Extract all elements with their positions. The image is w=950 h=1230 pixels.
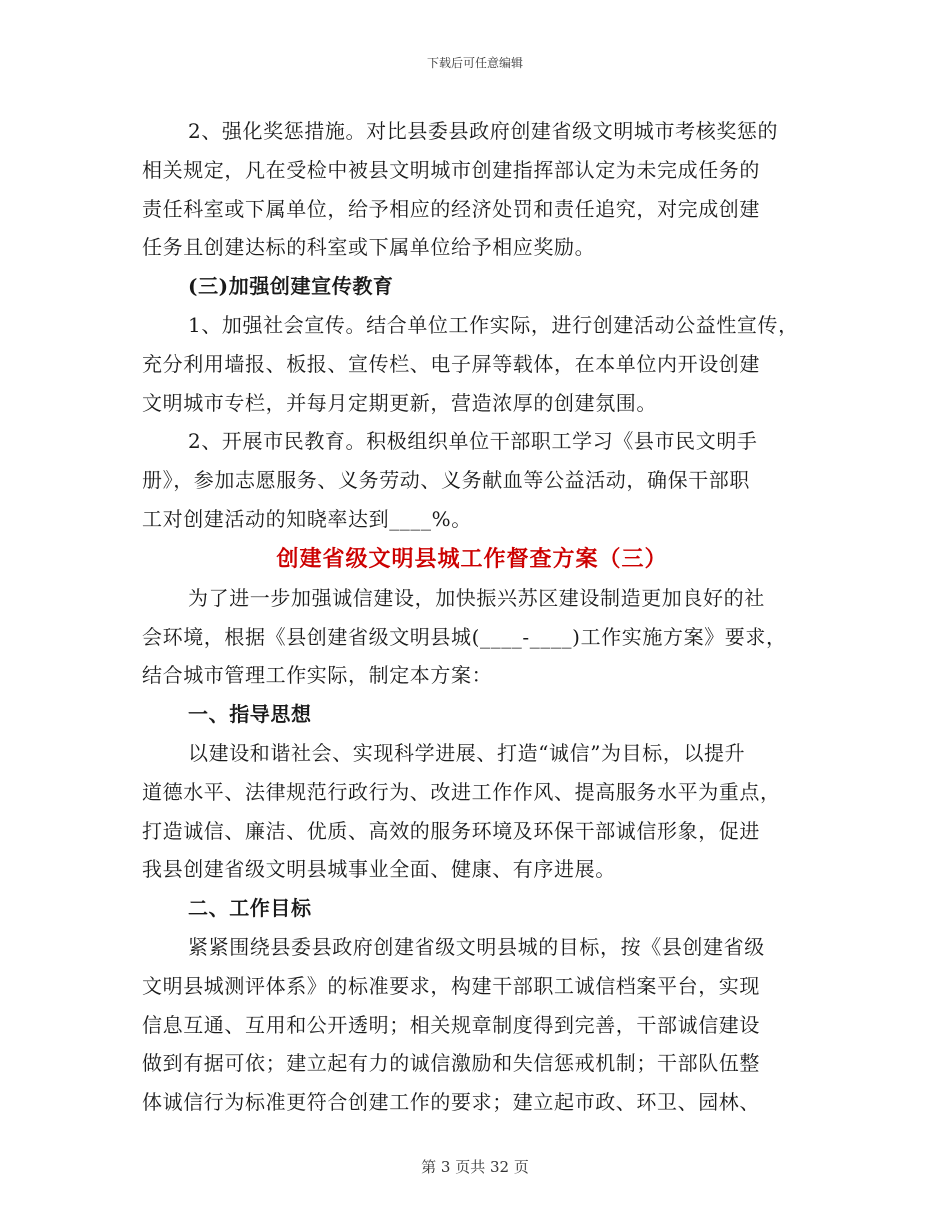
paragraph-line: 2、开展市民教育。积极组织单位干部职工学习《县市民文明手: [188, 429, 758, 454]
paragraph-line: 打造诚信、廉洁、优质、高效的服务环境及环保干部诚信形象，促进: [142, 818, 760, 843]
paragraph-line: 2、强化奖惩措施。对比县委县政府创建省级文明城市考核奖惩的: [188, 119, 779, 143]
paragraph-line: 为了进一步加强诚信建设，加快振兴苏区建设制造更加良好的社: [188, 585, 765, 610]
paragraph-line: 信息互通、互用和公开透明；相关规章制度得到完善，干部诚信建设: [142, 1012, 760, 1037]
document-body: [142, 112, 822, 1122]
paragraph-line: 责任科室或下属单位，给予相应的经济处罚和责任追究，对完成创建: [142, 196, 760, 221]
paragraph-line: 紧紧围绕县委县政府创建省级文明县城的目标，按《县创建省级: [188, 934, 765, 959]
document-title: 创建省级文明县城工作督查方案（三）: [276, 545, 668, 572]
paragraph-line: 文明县城测评体系》的标准要求，构建干部职工诚信档案平台，实现: [142, 973, 760, 998]
paragraph-line: 结合城市管理工作实际，制定本方案：: [142, 663, 493, 688]
paragraph-line: 相关规定，凡在受检中被县文明城市创建指挥部认定为未完成任务的: [142, 157, 760, 182]
paragraph-line: 体诚信行为标准更符合创建工作的要求；建立起市政、环卫、园林、: [142, 1090, 760, 1115]
paragraph-line: 1、加强社会宣传。结合单位工作实际，进行创建活动公益性宣传，: [188, 312, 799, 337]
page-footer: 第 3 页共 32 页: [421, 1158, 529, 1176]
paragraph-line: 任务且创建达标的科室或下属单位给予相应奖励。: [142, 235, 596, 260]
paragraph-line: 道德水平、法律规范行政行为、改进工作作风、提高服务水平为重点，: [142, 779, 781, 804]
paragraph-line: 充分利用墙报、板报、宣传栏、电子屏等载体，在本单位内开设创建: [142, 351, 760, 376]
paragraph-line: 以建设和谐社会、实现科学进展、打造“诚信”为目标，以提升: [188, 740, 746, 765]
paragraph-line: 册》，参加志愿服务、义务劳动、义务献血等公益活动，确保干部职: [142, 468, 750, 493]
subsection-heading: (三)加强创建宣传教育: [188, 274, 394, 299]
paragraph-line: 工对创建活动的知晓率达到____%。: [142, 506, 472, 531]
header-note: 下载后可任意编辑: [426, 56, 523, 70]
paragraph-line: 文明城市专栏，并每月定期更新，营造浓厚的创建氛围。: [142, 390, 657, 415]
section-heading: 二、工作目标: [188, 896, 312, 921]
section-heading: 一、指导思想: [188, 702, 312, 727]
paragraph-line: 会环境，根据《县创建省级文明县城(____-____)工作实施方案》要求，: [142, 624, 787, 649]
paragraph-line: 做到有据可依；建立起有力的诚信激励和失信惩戒机制；干部队伍整: [142, 1051, 760, 1076]
paragraph-line: 我县创建省级文明县城事业全面、健康、有序进展。: [142, 857, 616, 882]
